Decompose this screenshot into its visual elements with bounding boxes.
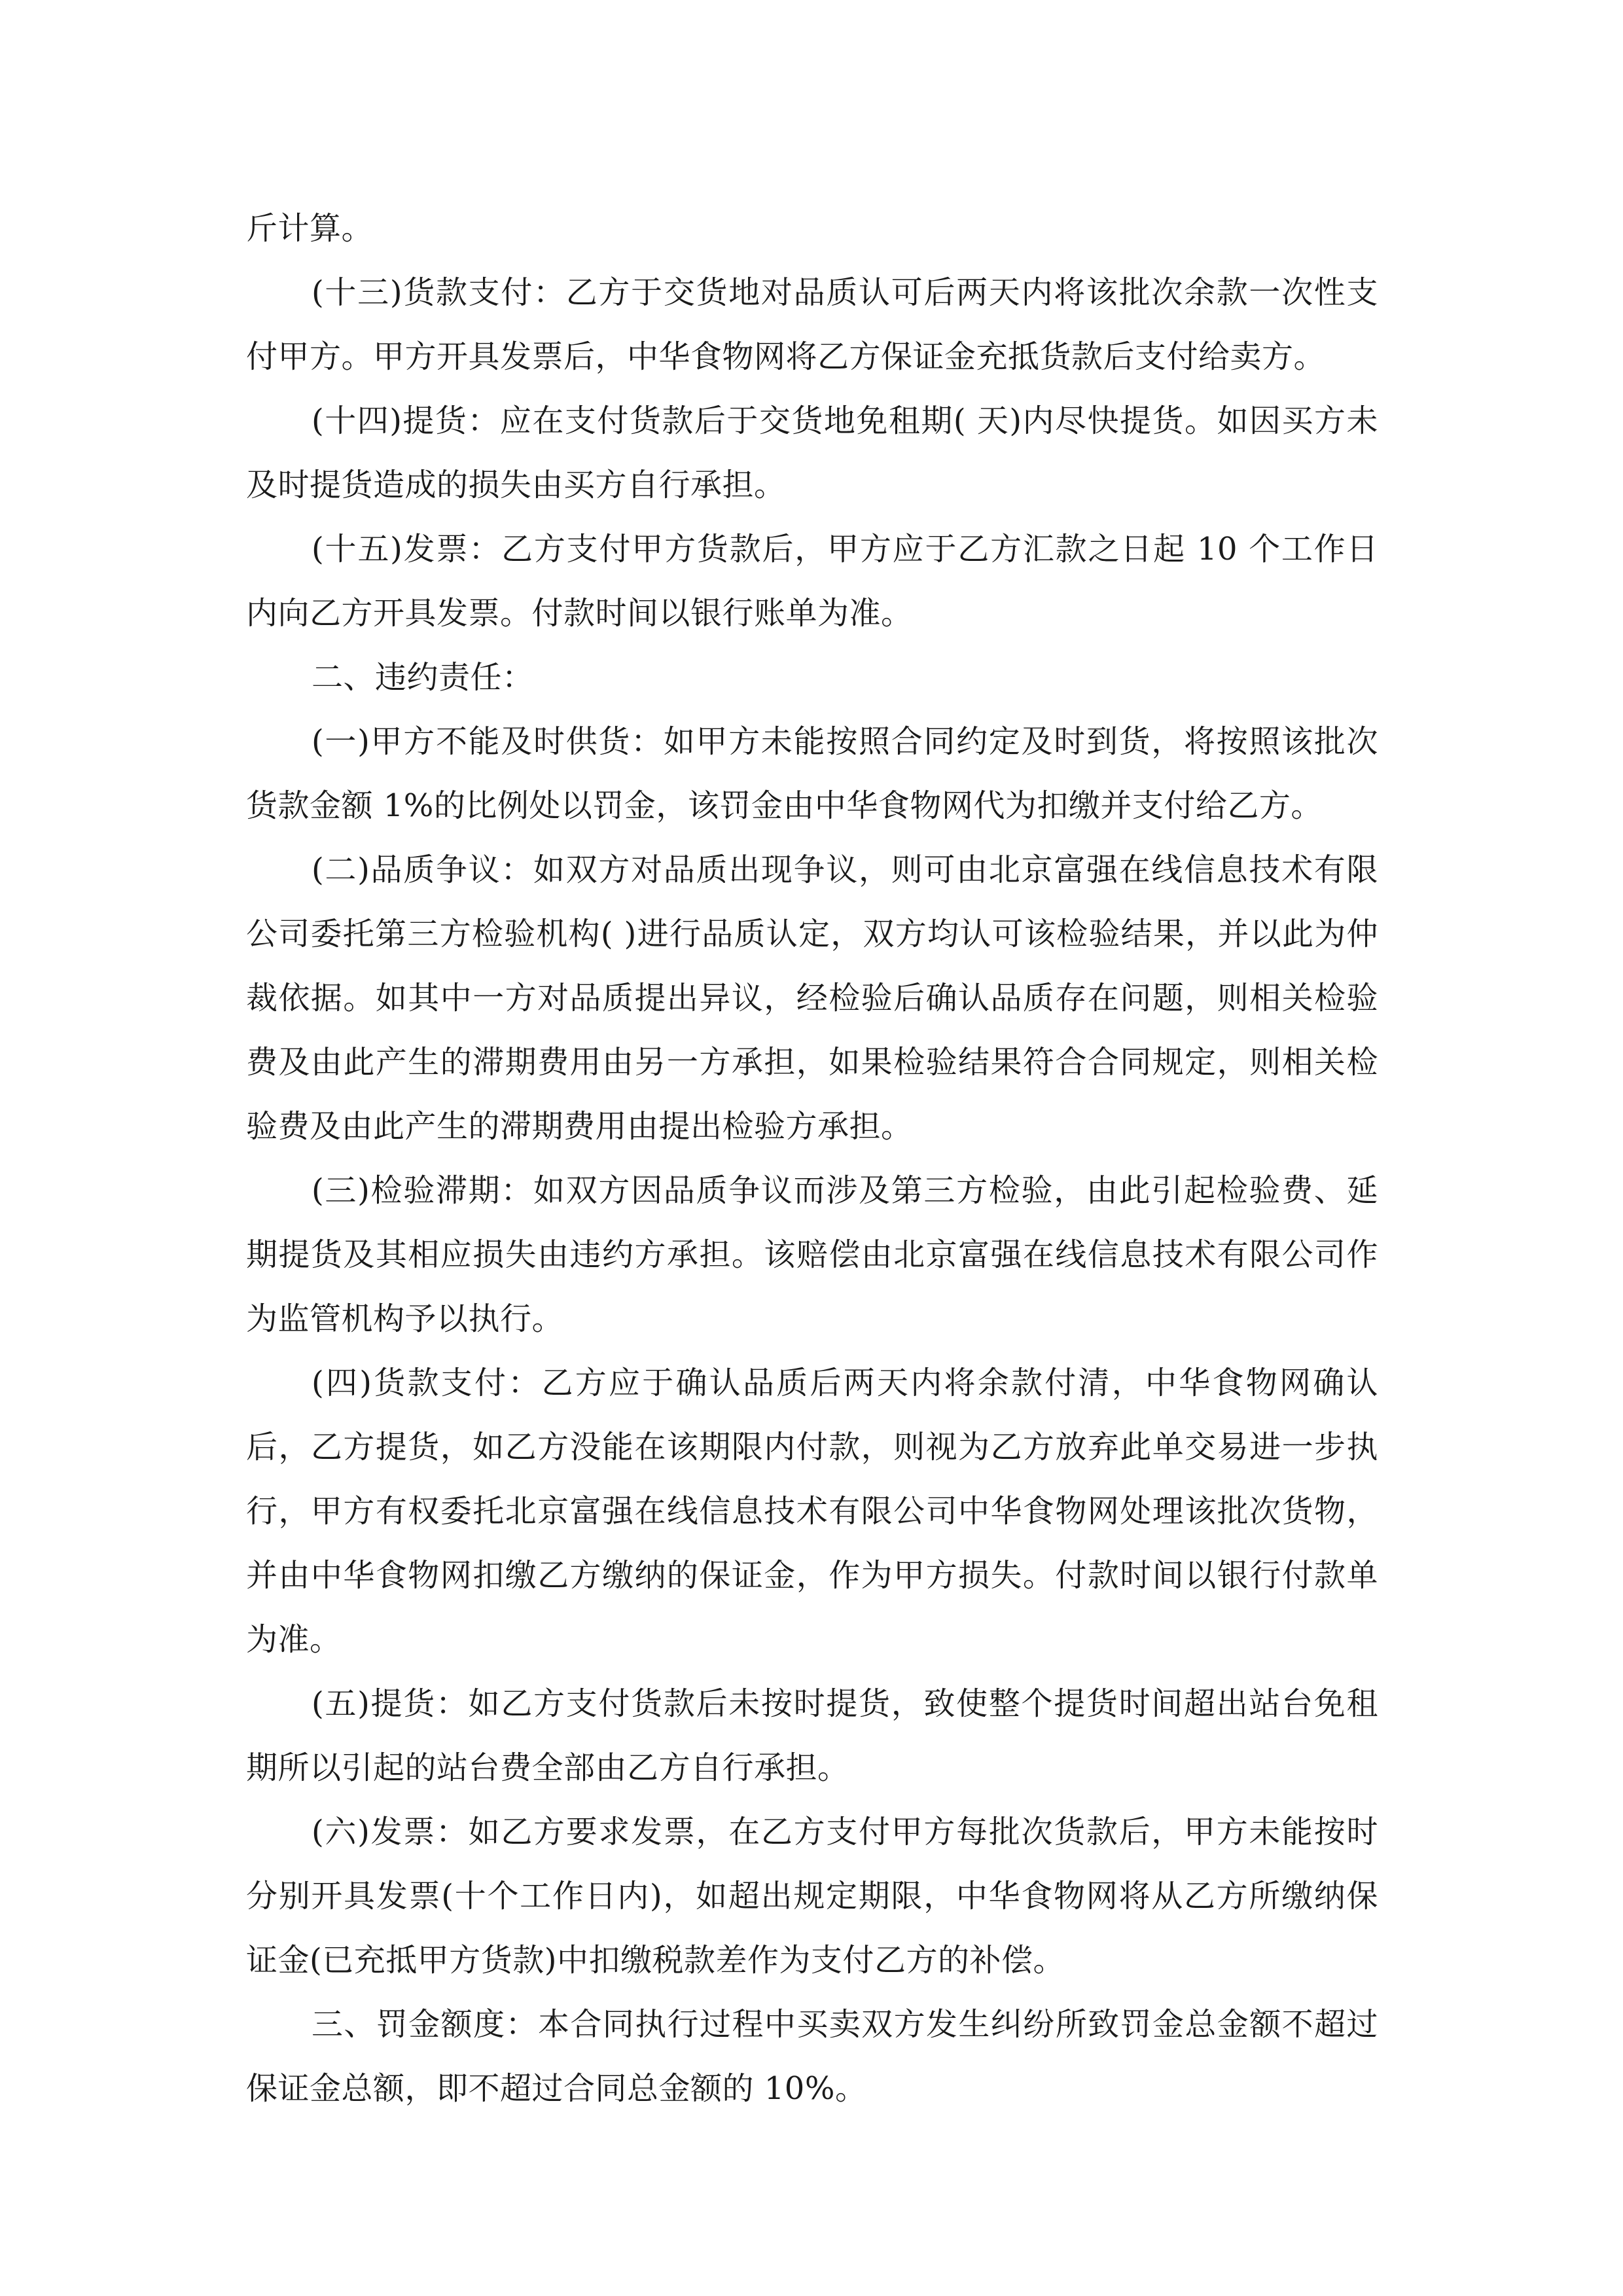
section-penalty-limit: 三、罚金额度：本合同执行过程中买卖双方发生纠纷所致罚金总金额不超过保证金总额，即不超过合同总金额的 10%。	[246, 2006, 1378, 2107]
paragraph-clause-14-pickup: (十四)提货：应在支付货款后于交货地免租期( 天)内尽快提货。如因买方未及时提货造成的损失由买方自行承担。	[246, 403, 1378, 503]
paragraph-clause-15-invoice: (十五)发票：乙方支付甲方货款后，甲方应于乙方汇款之日起 10 个工作日内向乙方开具发票。付款时间以银行账单为准。	[246, 531, 1378, 632]
contract-body	[246, 196, 1378, 2121]
paragraph-clause-13-payment: (十三)货款支付：乙方于交货地对品质认可后两天内将该批次余款一次性支付甲方。甲方开具发票后，中华食物网将乙方保证金充抵货款后支付给卖方。	[246, 274, 1378, 375]
paragraph-breach-2-quality-dispute: (二)品质争议：如双方对品质出现争议，则可由北京富强在线信息技术有限公司委托第三方检验机构( )进行品质认定，双方均认可该检验结果，并以此为仲裁依据。如其中一方对品质提出异议，经检验后确认品质存在问题，则相关检验费及由此产生的滞期费用由另一方承担，如果检验结果符合合同规定，则相关检验费及由此产生的滞期费用由提出检验方承担。	[246, 852, 1378, 1145]
paragraph-breach-1-supply: (一)甲方不能及时供货：如甲方未能按照合同约定及时到货，将按照该批次货款金额 1%的比例处以罚金，该罚金由中华食物网代为扣缴并支付给乙方。	[246, 723, 1378, 824]
paragraph-breach-3-inspection-delay: (三)检验滞期：如双方因品质争议而涉及第三方检验，由此引起检验费、延期提货及其相应损失由违约方承担。该赔偿由北京富强在线信息技术有限公司作为监管机构予以执行。	[246, 1172, 1378, 1337]
paragraph-breach-5-pickup: (五)提货：如乙方支付货款后未按时提货，致使整个提货时间超出站台免租期所以引起的站台费全部由乙方自行承担。	[246, 1685, 1378, 1786]
paragraph-breach-4-payment: (四)货款支付：乙方应于确认品质后两天内将余款付清，中华食物网确认后，乙方提货，如乙方没能在该期限内付款，则视为乙方放弃此单交易进一步执行，甲方有权委托北京富强在线信息技术有限公司中华食物网处理该批次货物，并由中华食物网扣缴乙方缴纳的保证金，作为甲方损失。付款时间以银行付款单为准。	[246, 1365, 1378, 1658]
paragraph-continuation: 斤计算。	[246, 210, 374, 247]
paragraph-breach-6-invoice: (六)发票：如乙方要求发票，在乙方支付甲方每批次货款后，甲方未能按时分别开具发票(十个工作日内)，如超出规定期限，中华食物网将从乙方所缴纳保证金(已充抵甲方货款)中扣缴税款差作为支付乙方的补偿。	[246, 1814, 1378, 1979]
section-heading-breach-liability: 二、违约责任：	[312, 659, 534, 696]
